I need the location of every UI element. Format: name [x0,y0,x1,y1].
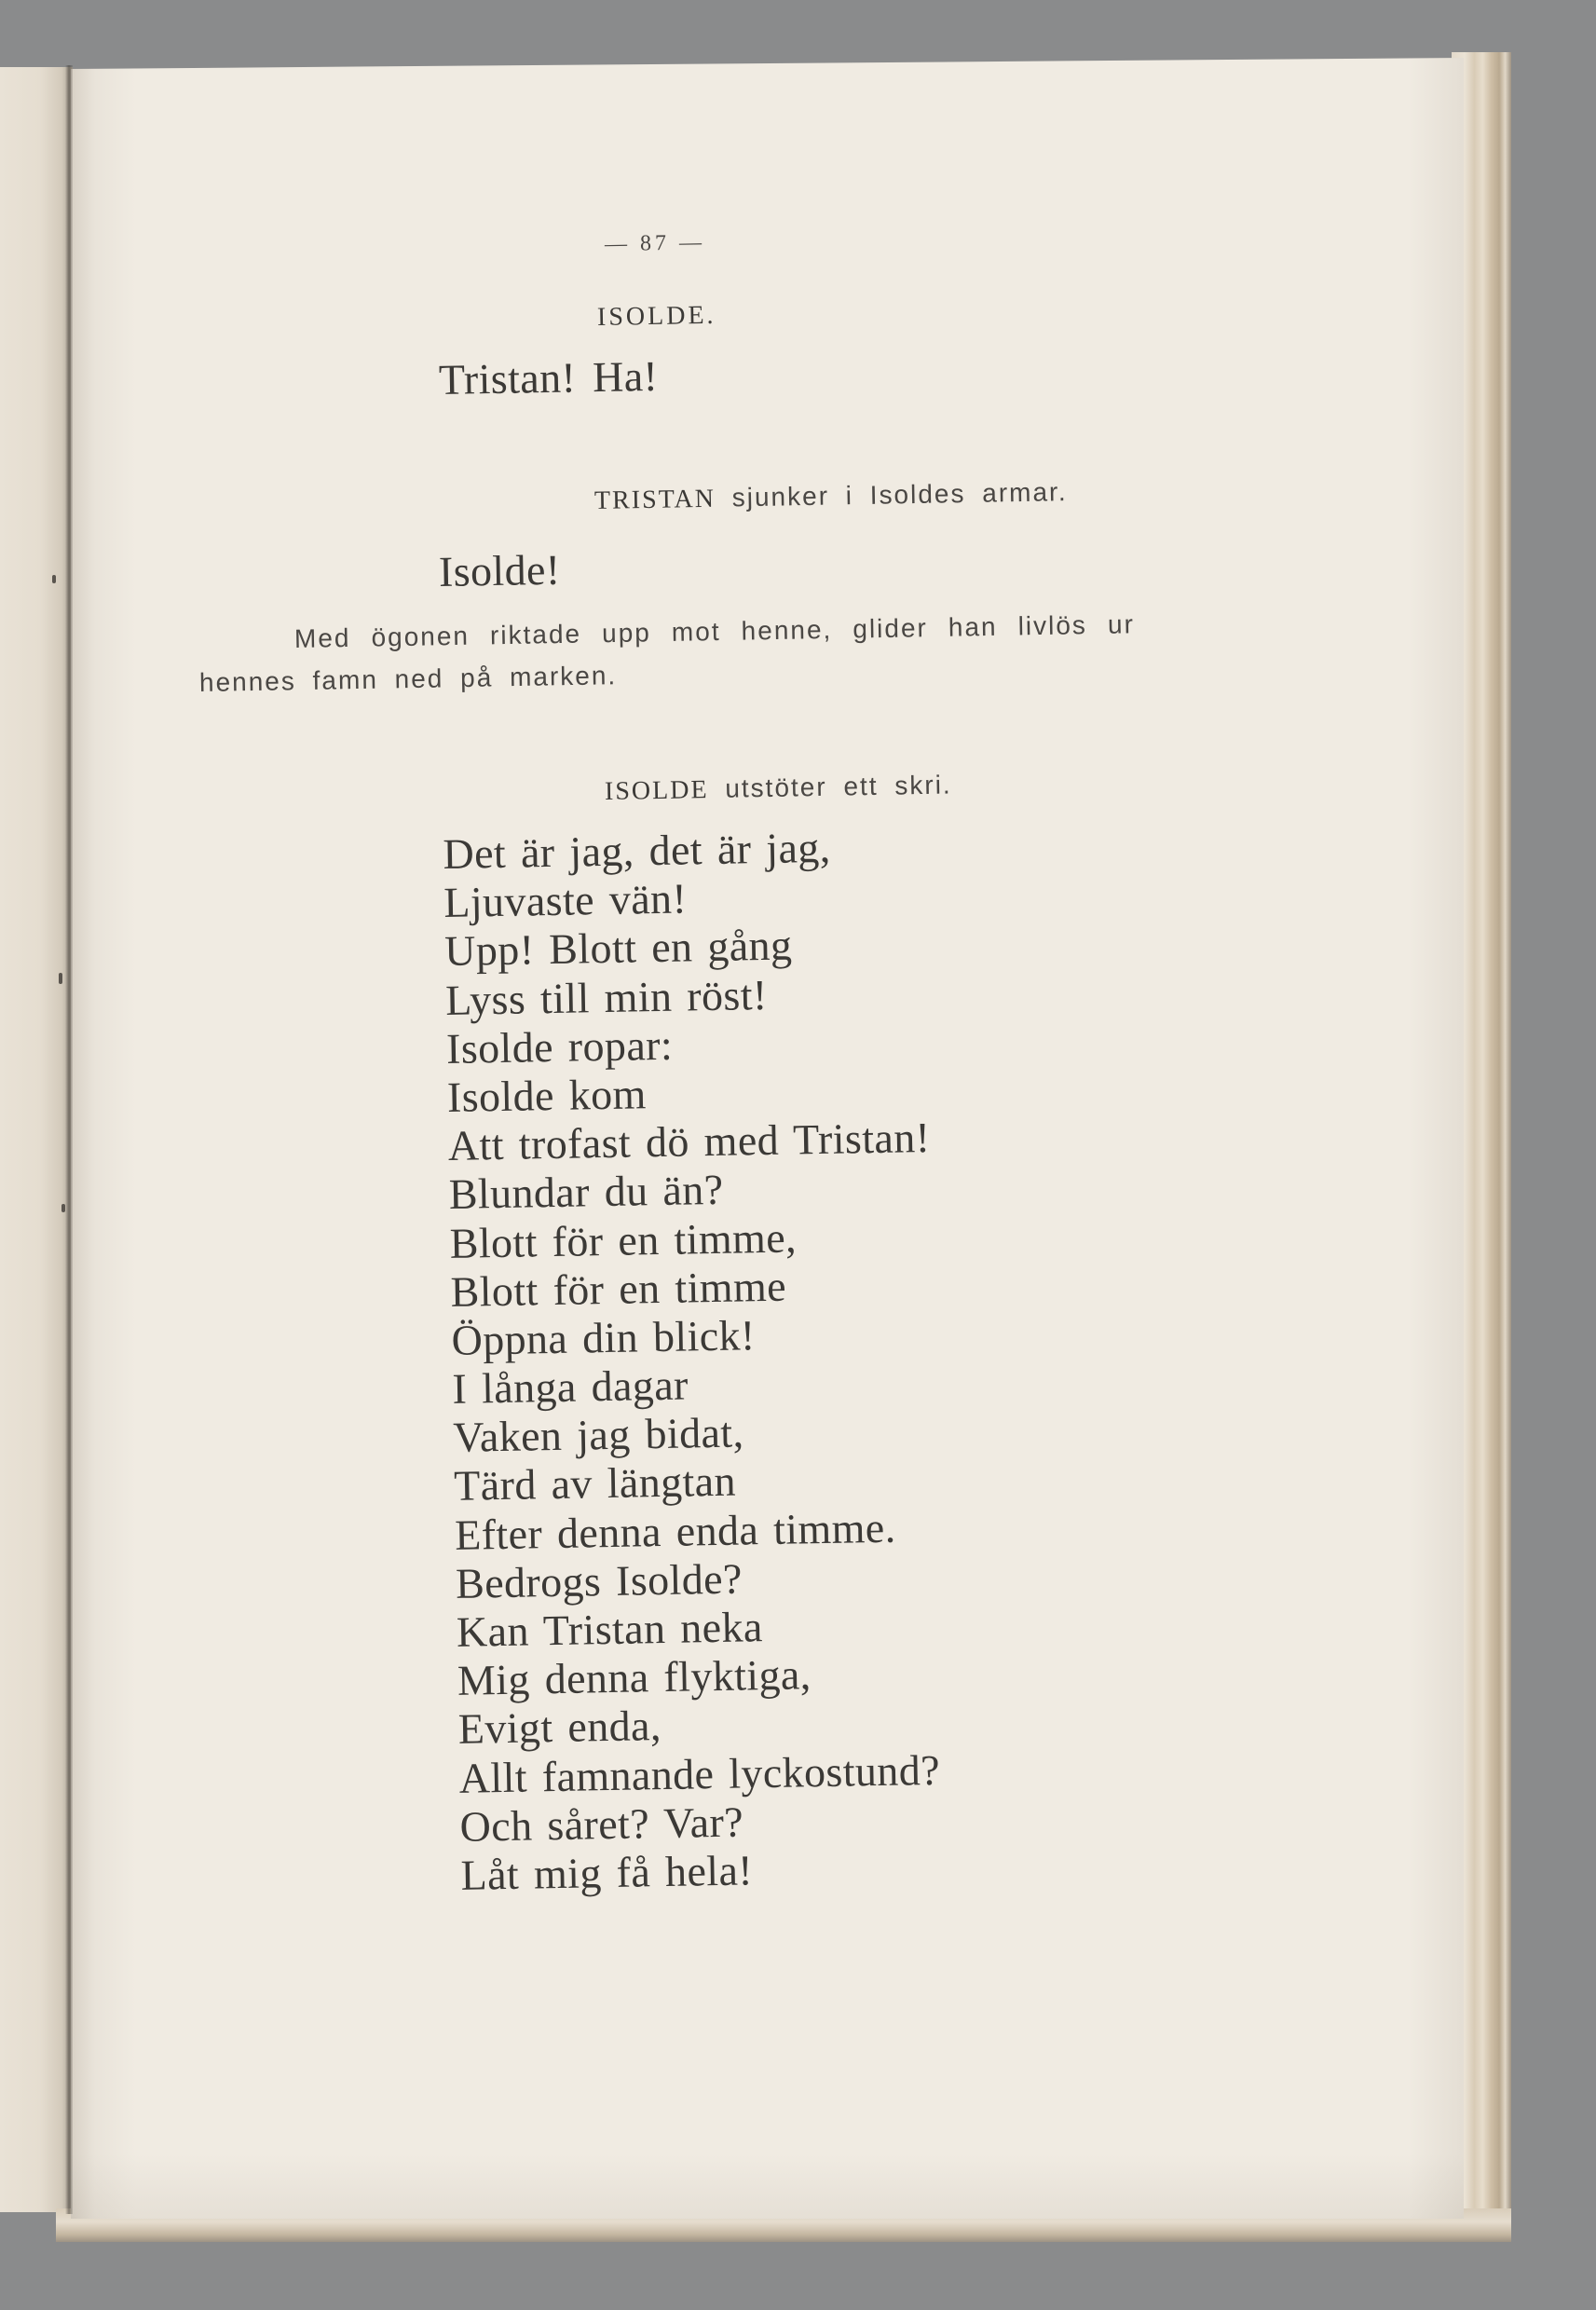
verse-line: Upp! Blott en gång [443,921,793,976]
gutter-shadow [65,65,73,2214]
verse-line: Allt famnande lyckostund? [458,1745,941,1802]
verse-line: Evigt enda, [457,1702,662,1754]
verse-block [443,822,943,1900]
verse-line: Ljuvaste vän! [443,874,688,927]
character-name: ISOLDE [604,775,709,806]
verse-line: Tärd av längtan [453,1457,737,1510]
verse-line: Blott för en timme [450,1262,787,1316]
verse-line: Mig denna flyktiga, [457,1650,812,1705]
verse-line: Vaken jag bidat, [452,1408,744,1462]
stage-direction-line: hennes famn ned på marken. [198,661,618,697]
dialogue-line: Isolde! [438,545,561,595]
verse-line: Och såret? Var? [459,1797,744,1851]
verse-line: Blott för en timme, [449,1212,798,1267]
verse-line: I långa dagar [452,1360,689,1413]
verse-line: Isolde kom [446,1070,648,1121]
binding-mark [61,1204,65,1212]
binding-mark [59,973,62,984]
verse-line: Att trofast dö med Tristan! [447,1114,931,1170]
verse-line: Kan Tristan neka [456,1603,764,1656]
verse-line: Det är jag, det är jag, [443,823,832,878]
verse-line: Efter denna enda timme. [454,1503,896,1559]
binding-mark [52,575,56,583]
verse-line: Blundar du än? [448,1166,724,1219]
stage-direction [605,769,952,807]
verse-line: Öppna din blick! [451,1311,757,1364]
left-page-edge [0,67,73,2212]
verse-line: Bedrogs Isolde? [455,1554,743,1607]
stage-direction-text: sjunker i Isoldes armar. [731,477,1068,513]
verse-line: Isolde ropar: [445,1020,674,1073]
character-name: TRISTAN [593,484,716,515]
page-number: — 87 — [604,230,706,257]
speaker-name: ISOLDE. [596,300,716,332]
dialogue-line: Tristan! Ha! [438,351,659,403]
stage-direction-line: Med ögonen riktade upp mot henne, glider han livlös ur [293,609,1136,653]
verse-line: Låt mig få hela! [460,1846,754,1899]
stage-direction-text: utstöter ett skri. [725,770,952,803]
verse-line: Lyss till min röst! [444,970,769,1024]
